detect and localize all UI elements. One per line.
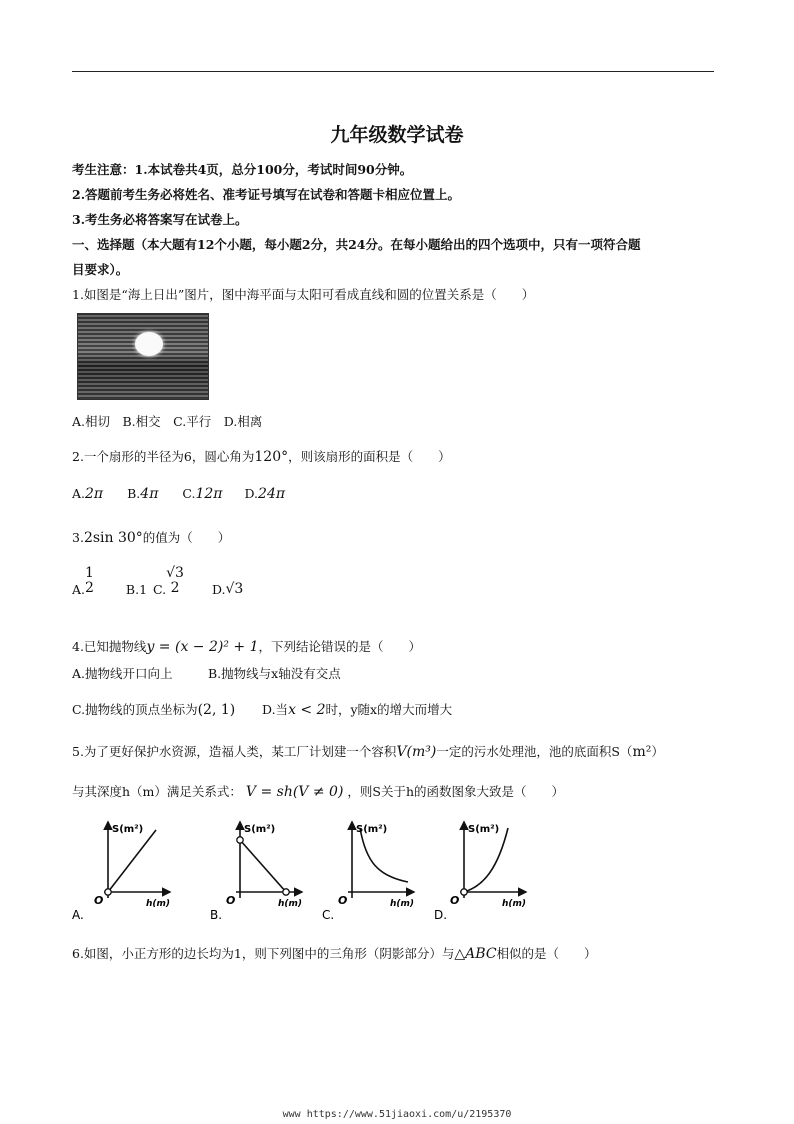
graph-d-curve [464, 828, 508, 892]
q2-opt-d-label: D. [244, 486, 259, 501]
q3-post: 的值为（ ） [142, 530, 231, 545]
q5-end: ） [651, 744, 664, 759]
q4-opt-d-expr: x < 2 [288, 702, 326, 718]
graph-d-option-label: D. [434, 908, 448, 922]
q3-opt-a-den: 2 [85, 580, 94, 597]
q3-opt-c-fraction [166, 566, 184, 597]
graph-b-open-point-right [283, 889, 289, 895]
q5-volume: V(m³) [396, 744, 437, 760]
question-6-text [72, 944, 597, 962]
graph-a-y-label: S(m²) [112, 824, 144, 835]
q2-post: ，则该扇形的面积是（ ） [288, 449, 451, 464]
graph-b-x-label: h(m) [278, 899, 303, 909]
graph-c-curve [360, 828, 408, 882]
question-4-text [72, 637, 421, 655]
graph-b [210, 822, 302, 922]
notice-label: 考生注意： [72, 162, 135, 177]
q2-opt-d: 24π [258, 486, 286, 502]
q4-opt-d [262, 700, 452, 718]
graph-d-open-point [461, 889, 467, 895]
q4-opt-a: A.抛物线开口向上 [72, 666, 173, 681]
footer-watermark: www https://www.51jiaoxi.com/u/2195370 [282, 1109, 512, 1120]
question-2-text [72, 447, 451, 465]
graph-a-x-label: h(m) [146, 899, 171, 909]
q5-graphs-root [72, 822, 526, 922]
q4-post: ，下列结论错误的是（ ） [258, 639, 422, 654]
q2-opt-b: 4π [140, 486, 159, 502]
graph-d [434, 822, 526, 922]
q6-pre: 6.如图，小正方形的边长均为1，则下列图中的三角形（阴影部分）与 [72, 946, 455, 961]
graph-d-origin: O [450, 894, 460, 907]
question-1-text: 1.如图是“海上日出”图片，图中海平面与太阳可看成直线和圆的位置关系是（ ） [72, 287, 535, 302]
q6-post: 相似的是（ ） [496, 946, 597, 961]
q3-opt-c-label: C. [153, 581, 167, 597]
question-5-line2 [72, 782, 564, 800]
graph-c-option-label: C. [322, 908, 335, 922]
q2-opt-a: 2π [85, 486, 104, 502]
q4-opt-d-post: 时，y随x的增大而增大 [325, 702, 453, 717]
graph-a-origin: O [94, 894, 104, 907]
q4-opt-c [72, 700, 235, 718]
q2-opt-c: 12π [195, 486, 223, 502]
graph-b-y-label: S(m²) [244, 824, 276, 835]
exam-title: 九年级数学试卷 [330, 124, 464, 146]
q3-opt-a-label: A. [72, 581, 86, 597]
q5-pre: 5.为了更好保护水资源，造福人类，某工厂计划建一个容积 [72, 744, 397, 759]
sun-shape [135, 332, 163, 356]
section-heading-line2: 目要求）。 [72, 262, 129, 277]
q5-line2-post: ，则S关于h的函数图象大致是（ ） [347, 784, 565, 799]
question-3-options [72, 566, 243, 597]
graph-c-y-label: S(m²) [356, 824, 388, 835]
q6-expr: △ABC [454, 946, 497, 962]
q4-opt-b: B.抛物线与x轴没有交点 [208, 666, 341, 681]
notice-2: 2.答题前考生务必将姓名、准考证号填写在试卷和答题卡相应位置上。 [72, 187, 461, 202]
graph-c-origin: O [338, 894, 348, 907]
graph-d-y-label: S(m²) [468, 824, 500, 835]
q3-opt-a-num: 1 [85, 565, 94, 581]
graph-b-origin: O [226, 894, 236, 907]
q5-line2-pre: 与其深度h（m）满足关系式： [72, 784, 242, 799]
question-1-options: A.相切 B.相交 C.平行 D.相离 [72, 414, 263, 429]
q4-expr: y = (x − 2)² + 1 [146, 639, 259, 655]
notice-1: 1.本试卷共4页，总分100分，考试时间90分钟。 [134, 162, 413, 177]
top-rule [72, 71, 714, 72]
q4-opt-c-pre: C.抛物线的顶点坐标为 [72, 702, 198, 717]
q4-pre: 4.已知抛物线 [72, 639, 147, 654]
q3-opt-a-fraction [85, 566, 94, 597]
q3-opt-c-den: 2 [170, 580, 180, 597]
sunrise-image [77, 313, 209, 400]
q5-mid: 一定的污水处理池，池的底面积S（ [436, 744, 633, 759]
graph-d-x-label: h(m) [502, 899, 527, 909]
question-2-options [72, 486, 285, 502]
q4-opt-d-pre: D.当 [262, 702, 289, 717]
graph-c-x-label: h(m) [390, 899, 415, 909]
q3-opt-d-label: D. [211, 581, 226, 597]
q2-opt-c-label: C. [182, 486, 196, 501]
q2-pre: 2.一个扇形的半径为6，圆心角为 [72, 449, 255, 464]
graph-a-open-point [105, 889, 111, 895]
graph-a-curve [108, 830, 156, 892]
graph-b-option-label: B. [210, 908, 223, 922]
q4-opt-c-expr: (2, 1) [197, 702, 236, 718]
q5-graphs [72, 812, 532, 922]
notice-3: 3.考生务必将答案写在试卷上。 [72, 212, 248, 227]
q5-unit: m² [632, 744, 652, 760]
section-heading-line1: 一、选择题（本大题有12个小题，每小题2分，共24分。在每小题给出的四个选项中，只有一项符合题 [72, 237, 641, 252]
question-3-text [72, 528, 230, 546]
q2-opt-a-label: A. [72, 486, 86, 501]
q5-relation: V = sh(V ≠ 0) [245, 784, 344, 800]
q2-opt-b-label: B. [127, 486, 141, 501]
graph-a-option-label: A. [72, 908, 84, 922]
notice-line-1 [72, 160, 412, 178]
graph-c [322, 822, 414, 922]
graph-b-curve [240, 840, 286, 892]
graph-b-open-point-top [237, 837, 243, 843]
q3-opt-c-num: √3 [166, 565, 184, 581]
graph-a [72, 822, 170, 922]
q2-angle: 120° [254, 449, 289, 465]
q3-pre: 3. [72, 530, 84, 545]
q3-opt-d: √3 [225, 580, 244, 597]
question-5-line1 [72, 742, 664, 760]
q3-opt-b: B.1 [125, 581, 148, 597]
q3-expr: 2sin 30° [83, 530, 143, 546]
